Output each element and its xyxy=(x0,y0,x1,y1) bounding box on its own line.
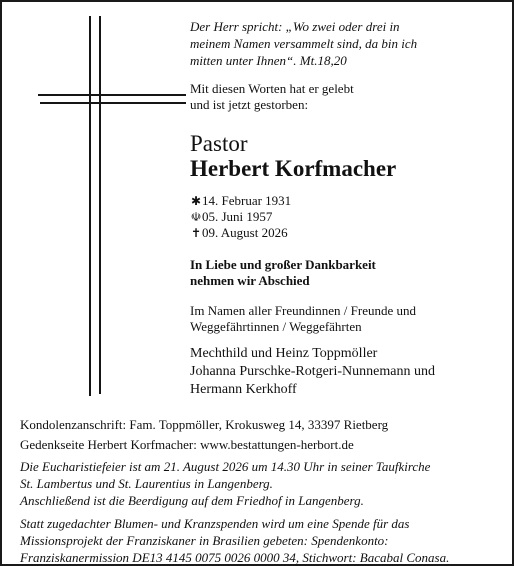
cross-horizontal-bar-upper xyxy=(38,94,186,96)
ordination-date-row xyxy=(190,209,506,225)
donation-line: Missionsprojekt der Franziskaner in Brasilien gebeten: Spendenkonto: xyxy=(20,533,389,548)
birth-date-row xyxy=(190,193,506,209)
death-cross-icon: ✝ xyxy=(190,226,202,240)
service-line: Anschließend ist die Beerdigung auf dem Friedhof in Langenberg. xyxy=(20,493,364,508)
donation-line: Statt zugedachter Blumen- und Kranzspenden wird um eine Spende für das xyxy=(20,516,410,531)
lead-text xyxy=(190,81,506,113)
birth-star-icon: ✱ xyxy=(190,194,202,208)
lead-line: und ist jetzt gestorben: xyxy=(190,97,309,112)
ordination-symbol-icon: ☫ xyxy=(190,210,202,224)
memorial-page: Gedenkseite Herbert Korfmacher: www.bestattungen-herbort.de xyxy=(20,437,354,452)
service-details xyxy=(20,458,500,509)
farewell-line: nehmen wir Abschied xyxy=(190,273,310,288)
service-line: Die Eucharistiefeier ist am 21. August 2026 um 14.30 Uhr in seiner Taufkirche xyxy=(20,459,431,474)
notice-main-column xyxy=(190,18,506,399)
cross-vertical-bar-left xyxy=(89,16,91,396)
condolence-address: Kondolenzanschrift: Fam. Toppmöller, Krokusweg 14, 33397 Rietberg xyxy=(20,417,389,432)
service-line: St. Lambertus und St. Laurentius in Langenberg. xyxy=(20,476,273,491)
family-line: Johanna Purschke-Rotgeri-Nunnemann und xyxy=(190,364,435,379)
cross-horizontal-bar-lower xyxy=(40,102,186,104)
mourners-intro-line: Im Namen aller Freundinnen / Freunde und xyxy=(190,303,416,318)
farewell-line: In Liebe und großer Dankbarkeit xyxy=(190,257,376,272)
notice-info-section xyxy=(20,416,500,566)
deceased-title: Pastor xyxy=(190,131,248,156)
death-date-row xyxy=(190,225,506,241)
donation-line: Franziskanermission DE13 4145 0075 0026 0000 34, Stichwort: Bacabal Conasa. xyxy=(20,550,450,565)
bible-quote xyxy=(190,18,506,69)
life-dates xyxy=(190,193,506,241)
lead-line: Mit diesen Worten hat er gelebt xyxy=(190,81,354,96)
mourners-intro-line: Weggefährtinnen / Weggefährten xyxy=(190,319,362,334)
farewell-text xyxy=(190,257,506,289)
cross-vertical-bar-right xyxy=(99,16,101,394)
family-signatories xyxy=(190,345,506,399)
quote-line: mitten unter Ihnen“. Mt.18,20 xyxy=(190,53,347,68)
mourners-intro xyxy=(190,303,506,335)
donation-request xyxy=(20,515,500,566)
quote-line: Der Herr spricht: „Wo zwei oder drei in xyxy=(190,19,400,34)
deceased-name: Herbert Korfmacher xyxy=(190,156,397,181)
quote-line: meinem Namen versammelt sind, da bin ich xyxy=(190,36,418,51)
family-line: Hermann Kerkhoff xyxy=(190,382,297,397)
double-cross-icon xyxy=(38,16,188,396)
family-line: Mechthild und Heinz Toppmöller xyxy=(190,346,378,361)
ordination-date: 05. Juni 1957 xyxy=(202,209,273,224)
birth-date: 14. Februar 1931 xyxy=(202,193,292,208)
death-date: 09. August 2026 xyxy=(202,225,288,240)
